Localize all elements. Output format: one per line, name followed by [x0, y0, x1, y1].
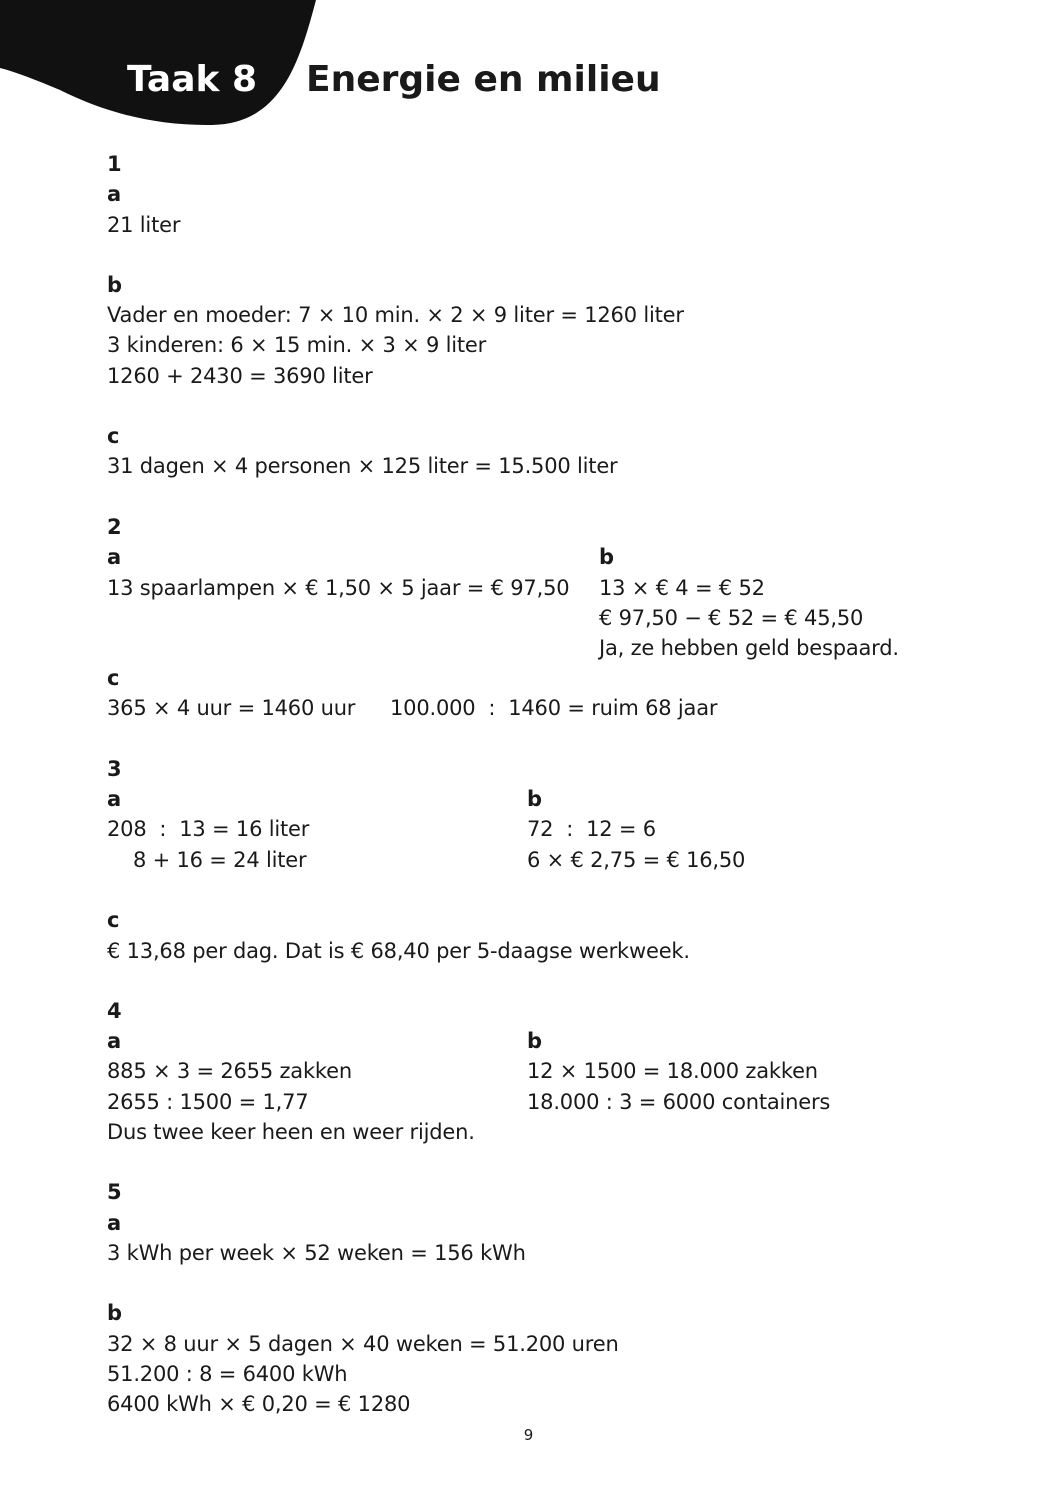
- question-4b-line-2: 18.000 : 3 = 6000 containers: [527, 1090, 831, 1114]
- question-1b-line-2: 3 kinderen: 6 × 15 min. × 3 × 9 liter: [107, 333, 487, 357]
- question-3c-answer: € 13,68 per dag. Dat is € 68,40 per 5-daagse werkweek.: [107, 939, 690, 963]
- question-3a-line-1: 208 : 13 = 16 liter: [107, 817, 310, 841]
- question-2a-answer: 13 spaarlampen × € 1,50 × 5 jaar = € 97,50: [107, 576, 570, 600]
- question-2-number: 2: [107, 515, 122, 539]
- question-4b-label: b: [527, 1029, 542, 1053]
- question-1c-answer: 31 dagen × 4 personen × 125 liter = 15.500 liter: [107, 454, 618, 478]
- question-4-number: 4: [107, 999, 122, 1023]
- question-1-number: 1: [107, 152, 122, 176]
- question-4a-line-1: 885 × 3 = 2655 zakken: [107, 1059, 352, 1083]
- question-4a-line-2: 2655 : 1500 = 1,77: [107, 1090, 309, 1114]
- question-2c-part-1: 365 × 4 uur = 1460 uur: [107, 696, 356, 720]
- question-3c-label: c: [107, 908, 120, 932]
- question-5a-label: a: [107, 1211, 121, 1235]
- question-5b-line-3: 6400 kWh × € 0,20 = € 1280: [107, 1392, 411, 1416]
- question-5-number: 5: [107, 1180, 122, 1204]
- question-2c-label: c: [107, 666, 120, 690]
- question-3a-label: a: [107, 787, 121, 811]
- page-title: Energie en milieu: [306, 59, 661, 100]
- question-2b-line-3: Ja, ze hebben geld bespaard.: [599, 636, 899, 660]
- question-3b-line-2: 6 × € 2,75 = € 16,50: [527, 848, 746, 872]
- question-4a-line-3: Dus twee keer heen en weer rijden.: [107, 1120, 475, 1144]
- question-3b-line-1: 72 : 12 = 6: [527, 817, 656, 841]
- question-1b-line-1: Vader en moeder: 7 × 10 min. × 2 × 9 liter = 1260 liter: [107, 303, 684, 327]
- question-5a-answer: 3 kWh per week × 52 weken = 156 kWh: [107, 1241, 526, 1265]
- task-label: Taak 8: [127, 59, 258, 100]
- question-2b-line-2: € 97,50 − € 52 = € 45,50: [599, 606, 864, 630]
- question-2a-label: a: [107, 545, 121, 569]
- question-3b-label: b: [527, 787, 542, 811]
- question-1a-label: a: [107, 182, 121, 206]
- page-number: 9: [523, 1426, 534, 1444]
- question-2c-part-2: 100.000 : 1460 = ruim 68 jaar: [390, 696, 718, 720]
- question-5b-label: b: [107, 1301, 122, 1325]
- question-1b-label: b: [107, 273, 122, 297]
- question-2b-label: b: [599, 545, 614, 569]
- question-1b-line-3: 1260 + 2430 = 3690 liter: [107, 364, 373, 388]
- question-3-number: 3: [107, 757, 122, 781]
- question-2b-line-1: 13 × € 4 = € 52: [599, 576, 765, 600]
- question-5b-line-2: 51.200 : 8 = 6400 kWh: [107, 1362, 348, 1386]
- question-1a-answer: 21 liter: [107, 213, 181, 237]
- question-5b-line-1: 32 × 8 uur × 5 dagen × 40 weken = 51.200 uren: [107, 1332, 619, 1356]
- question-1c-label: c: [107, 424, 120, 448]
- question-4a-label: a: [107, 1029, 121, 1053]
- question-4b-line-1: 12 × 1500 = 18.000 zakken: [527, 1059, 818, 1083]
- question-3a-line-2: 8 + 16 = 24 liter: [133, 848, 307, 872]
